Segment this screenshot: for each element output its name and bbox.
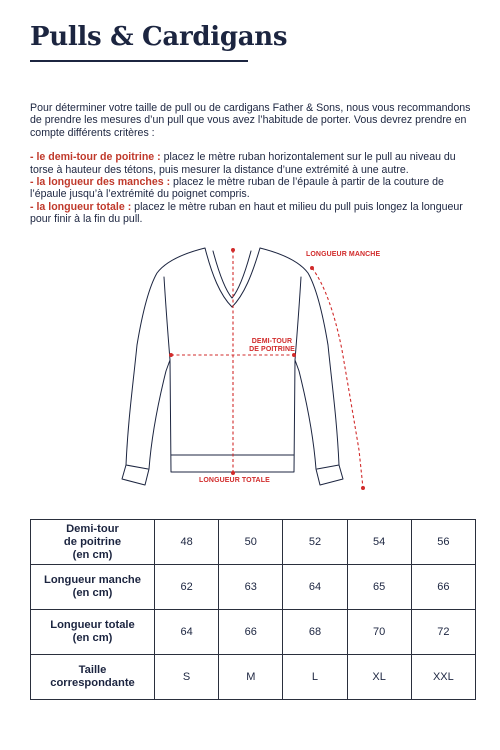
table-cell: XXL [411, 655, 475, 700]
left-armhole-seam [164, 277, 170, 360]
intro-paragraph: Pour déterminer votre taille de pull ou de cardigans Father & Sons, nous vous recommandons de prendre les mesures d’un pull que vous avez l’habitude de porter. Vous devrez prendre en compte différents critères : [30, 102, 471, 139]
table-row [31, 565, 476, 610]
criterion-chest [30, 151, 480, 176]
row-header-line: (en cm) [72, 632, 113, 644]
label-total-length: LONGUEUR TOTALE [199, 477, 270, 484]
table-cell: 64 [283, 565, 347, 610]
table-cell: L [283, 655, 347, 700]
table-cell: 63 [219, 565, 283, 610]
table-cell: 66 [411, 565, 475, 610]
label-chest [244, 338, 300, 354]
sleeve-bottom-marker [361, 486, 365, 490]
sleeve-length-line [312, 268, 363, 488]
sweater-diagram [0, 235, 500, 505]
criterion-length [30, 201, 480, 226]
total-length-bottom-marker [231, 471, 235, 475]
table-cell: M [219, 655, 283, 700]
intro-text [30, 102, 480, 226]
table-cell: 56 [411, 520, 475, 565]
table-cell: 48 [155, 520, 219, 565]
table-cell: 62 [155, 565, 219, 610]
row-header-length [31, 610, 155, 655]
chest-left-marker [169, 353, 173, 357]
v-neck-inner [213, 251, 251, 298]
table-row [31, 655, 476, 700]
size-table [30, 519, 476, 700]
left-cuff-line [126, 465, 148, 469]
table-row [31, 610, 476, 655]
table-cell: XL [347, 655, 411, 700]
criterion-length-label: - la longueur totale : [30, 200, 132, 213]
table-row [31, 520, 476, 565]
label-chest-line1: DEMI-TOUR [251, 338, 293, 345]
title-underline [30, 60, 248, 62]
table-cell: 68 [283, 610, 347, 655]
total-length-top-marker [231, 248, 235, 252]
row-header-line: Taille [78, 664, 107, 676]
sweater-illustration [0, 235, 500, 505]
row-header-sleeve [31, 565, 155, 610]
row-header-line: de poitrine [63, 535, 122, 548]
page-title: Pulls & Cardigans [30, 22, 288, 52]
criterion-sleeve-label: - la longueur des manches : [30, 176, 171, 189]
table-cell: 65 [347, 565, 411, 610]
row-header-chest [31, 520, 155, 565]
table-cell: 70 [347, 610, 411, 655]
criterion-sleeve [30, 176, 480, 201]
criterion-chest-text: placez le mètre ruban horizontalement sur le pull au niveau du torse à hauteur des tétons, puis mesurer la distance d’une extrémité à une autre. [30, 151, 456, 176]
table-cell: 64 [155, 610, 219, 655]
row-header-line: Longueur manche [44, 574, 141, 586]
criterion-chest-label: - le demi-tour de poitrine : [30, 151, 161, 164]
label-chest-line2: DE POITRINE [249, 346, 295, 353]
row-header-line: (en cm) [72, 587, 113, 599]
row-header-line: (en cm) [72, 548, 113, 561]
row-header-size [31, 655, 155, 700]
right-cuff-line [317, 465, 339, 469]
row-header-line: Longueur totale [50, 619, 135, 631]
table-cell: 52 [283, 520, 347, 565]
table-cell: S [155, 655, 219, 700]
criterion-length-text: placez le mètre ruban en haut et milieu du pull puis longez la longueur pour finir à la fin du pull. [30, 200, 463, 226]
sleeve-top-marker [310, 266, 314, 270]
row-header-line: Demi-tour [66, 522, 119, 535]
table-cell: 54 [347, 520, 411, 565]
table-cell: 66 [219, 610, 283, 655]
table-cell: 72 [411, 610, 475, 655]
table-cell: 50 [219, 520, 283, 565]
criterion-sleeve-text: placez le mètre ruban de l’épaule à partir de la couture de l’épaule jusqu’à l’extrémité du poignet compris. [30, 176, 444, 201]
row-header-line: correspondante [50, 677, 135, 689]
label-sleeve-length: LONGUEUR MANCHE [306, 251, 381, 258]
